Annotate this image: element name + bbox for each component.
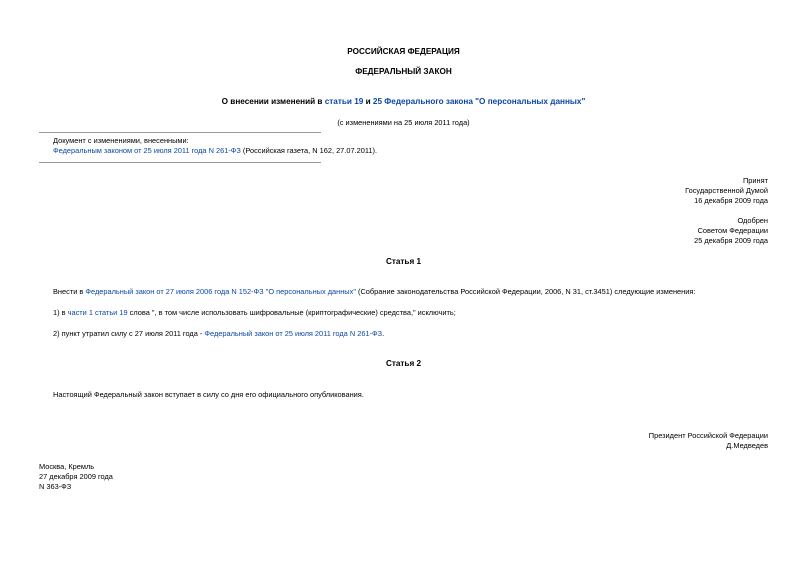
changes-box-intro: Документ с изменениями, внесенными:: [53, 136, 189, 145]
amending-law-link[interactable]: Федеральным законом от 25 июля 2011 года N 261-ФЗ: [53, 146, 241, 155]
approved-body: Советом Федерации: [697, 226, 768, 235]
article-1-p1-after: (Собрание законодательства Российской Федерации, 2006, N 31, ст.3451) следующие изменения:: [355, 287, 696, 296]
article-2-heading: Статья 2: [385, 359, 422, 368]
article-2-paragraph: Настоящий Федеральный закон вступает в силу со дня его официального опубликования.: [53, 390, 364, 399]
signature-name: Д.Медведев: [726, 441, 768, 450]
adopted-body: Государственной Думой: [685, 186, 768, 195]
article-1-p3-before: 2) пункт утратил силу с 27 июля 2011 года -: [53, 329, 205, 338]
law-type-heading: ФЕДЕРАЛЬНЫЙ ЗАКОН: [355, 67, 452, 76]
with-changes-note: (с изменениями на 25 июля 2011 года): [337, 118, 470, 127]
signing-place: Москва, Кремль: [39, 462, 95, 471]
part-1-article-19-link[interactable]: части 1 статьи 19: [67, 308, 128, 317]
law-261-fz-link[interactable]: Федеральный закон от 25 июля 2011 года N 261-ФЗ: [204, 329, 383, 338]
changes-box-top-divider: [39, 132, 321, 133]
signature-title: Президент Российской Федерации: [648, 431, 768, 440]
article-1-heading: Статья 1: [385, 257, 422, 266]
article-1-p2-after: слова ", в том числе использовать шифровальные (криптографические) средства," исключить;: [127, 308, 456, 317]
article-1-paragraph-2: [53, 308, 456, 317]
title-link-article-19[interactable]: статьи 19: [324, 97, 364, 106]
law-152-fz-link[interactable]: Федеральный закон от 27 июля 2006 года N 152-ФЗ "О персональных данных": [85, 287, 356, 296]
document-title: [0, 97, 807, 106]
federation-heading: РОССИЙСКАЯ ФЕДЕРАЦИЯ: [347, 47, 460, 56]
adopted-label: Принят: [742, 176, 768, 185]
adopted-date: 16 декабря 2009 года: [694, 196, 768, 205]
article-1-paragraph-1: [53, 287, 695, 296]
article-1-p2-before: 1) в: [53, 308, 68, 317]
approved-date: 25 декабря 2009 года: [694, 236, 768, 245]
title-text-before: О внесении изменений в: [221, 97, 325, 106]
article-1-p1-before: Внести в: [53, 287, 86, 296]
changes-box-source-line: [53, 146, 377, 155]
approved-label: Одобрен: [737, 216, 768, 225]
title-text-middle: и: [363, 97, 373, 106]
changes-box-bottom-divider: [39, 162, 321, 163]
title-link-article-25[interactable]: 25 Федерального закона "О персональных данных": [372, 97, 586, 106]
signing-date: 27 декабря 2009 года: [39, 472, 113, 481]
law-number: N 363-ФЗ: [39, 482, 72, 491]
article-1-p3-after: .: [382, 329, 385, 338]
amending-law-source: (Российская газета, N 162, 27.07.2011).: [240, 146, 378, 155]
article-1-paragraph-3: [53, 329, 384, 338]
